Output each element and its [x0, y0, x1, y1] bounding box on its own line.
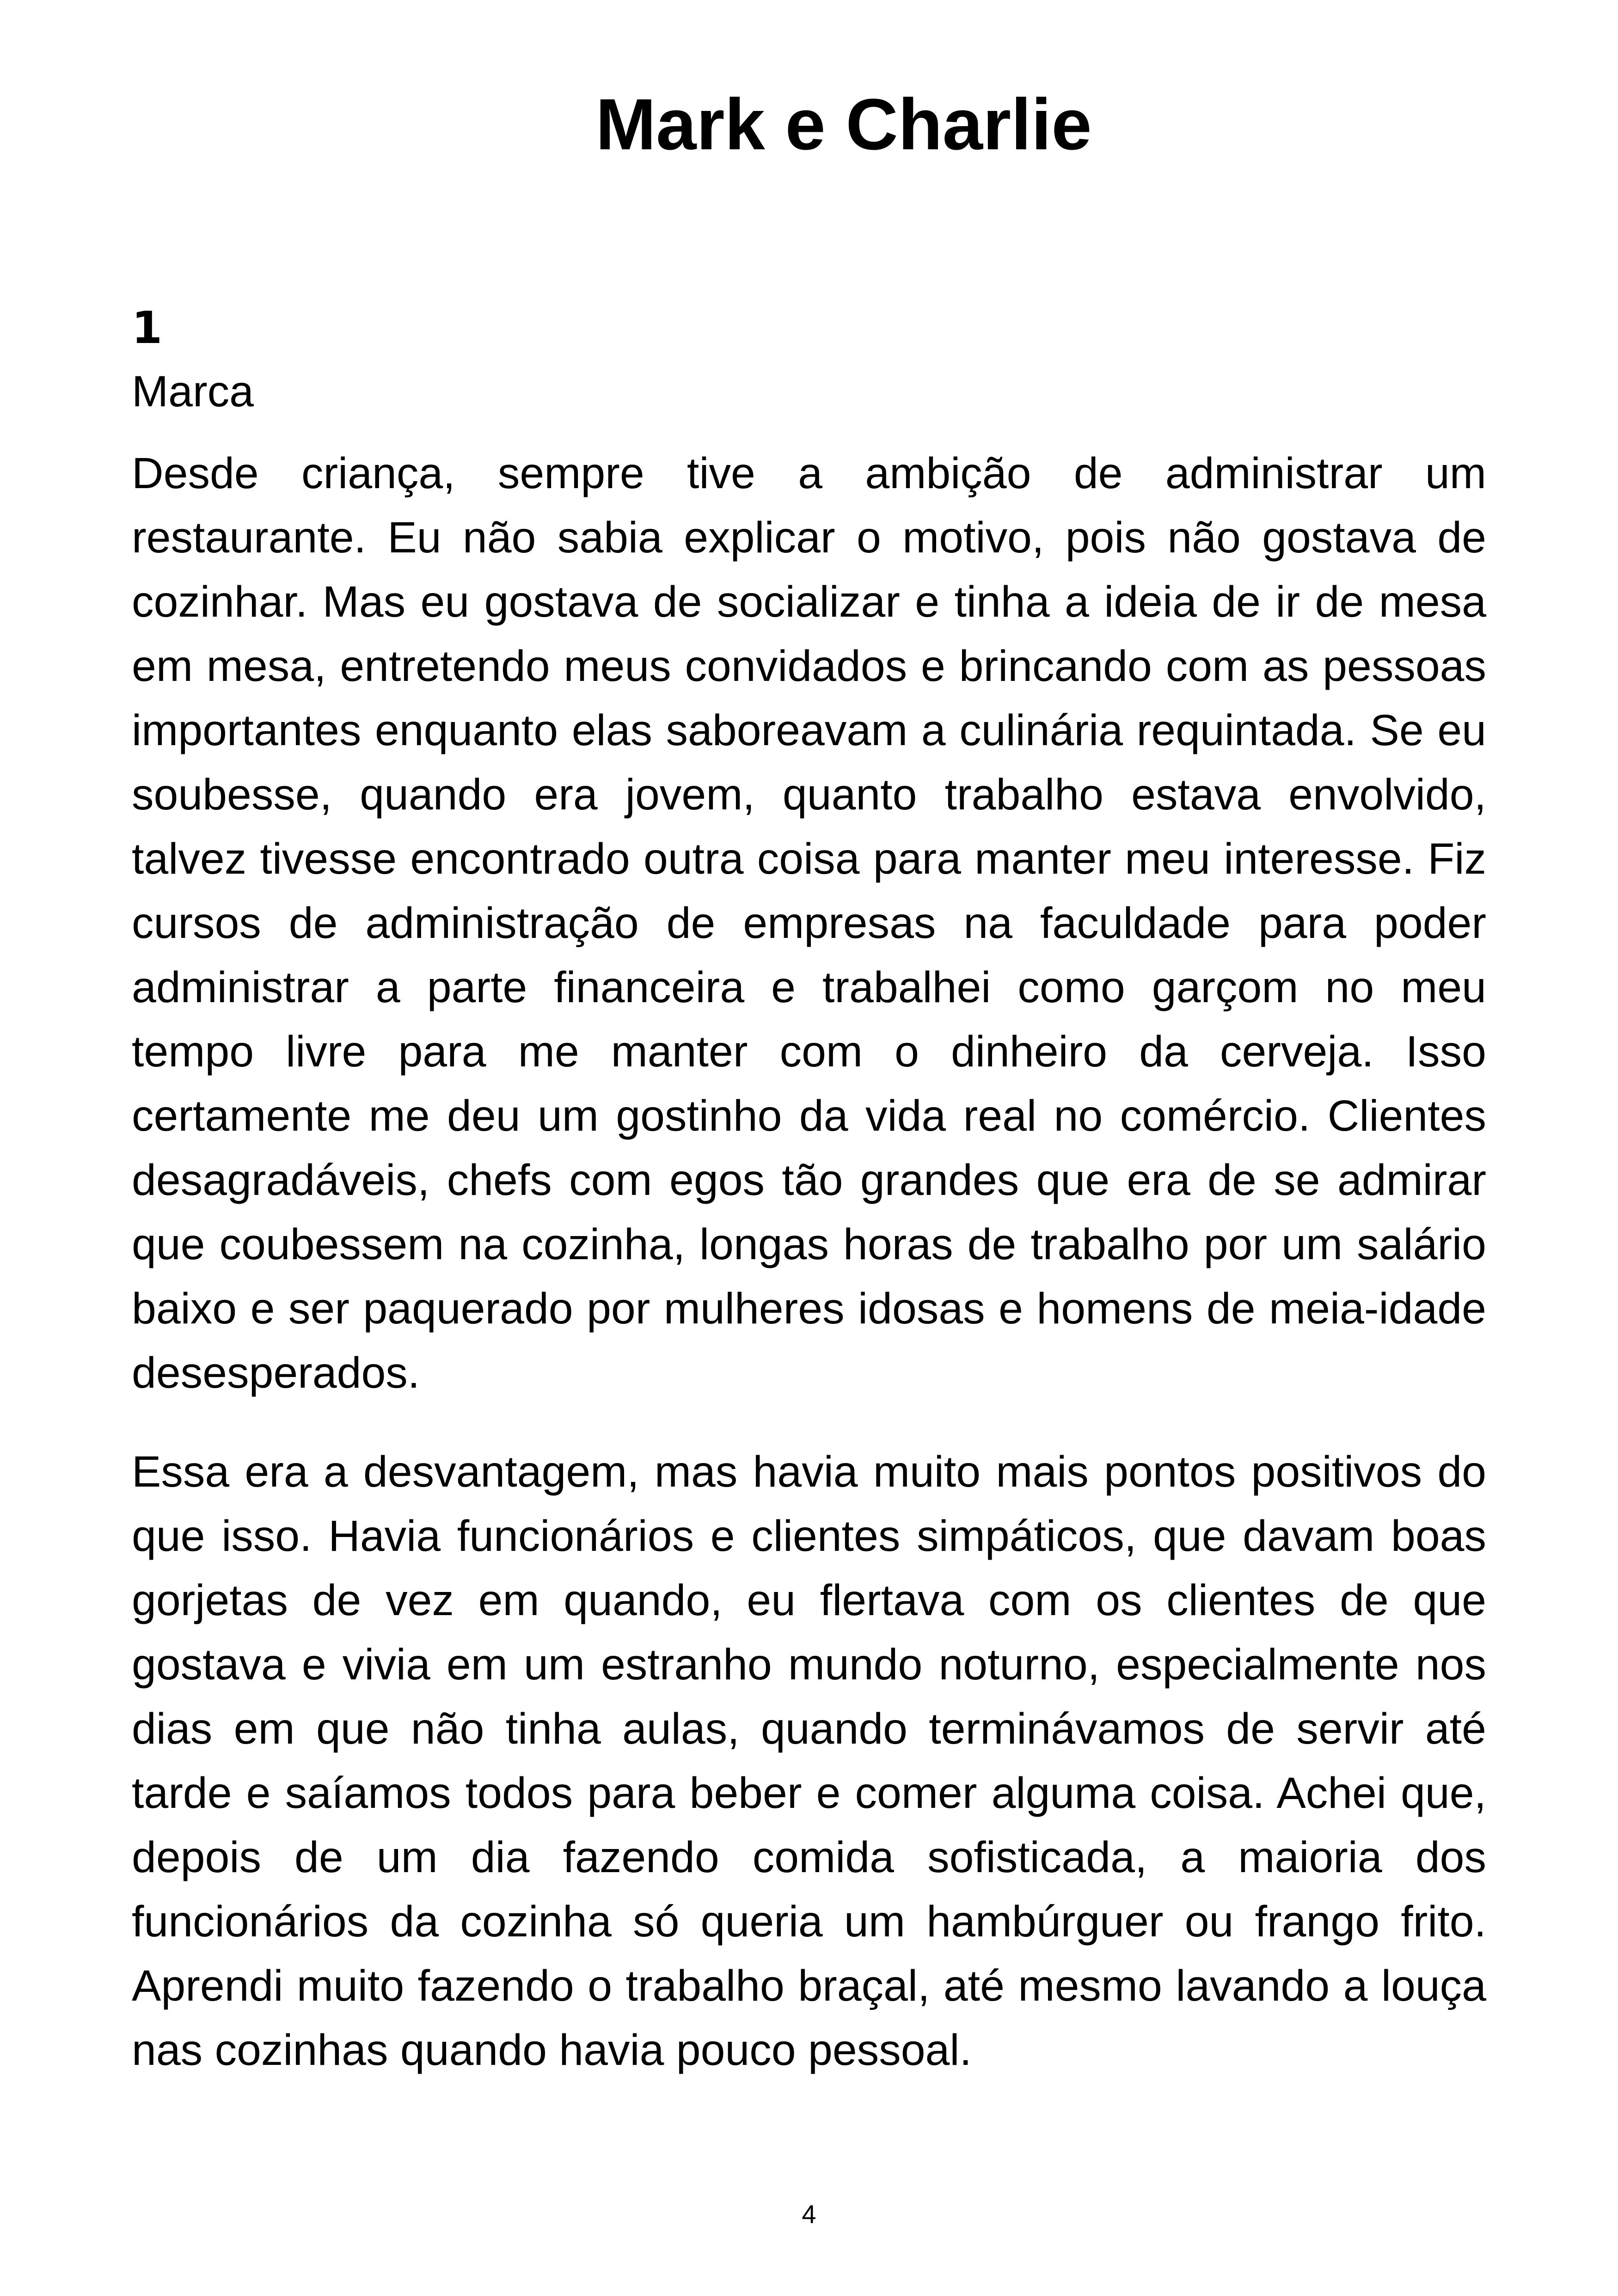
page-number: 4	[802, 2199, 816, 2229]
chapter-number: 1	[132, 303, 163, 354]
chapter-subtitle: Marca	[132, 367, 254, 416]
page-title: Mark e Charlie	[595, 84, 1092, 165]
body-paragraph-2: Essa era a desvantagem, mas havia muito mais pontos positivos do que isso. Havia funcionários e clientes simpáticos, que davam boas gorjetas de vez em quando, eu flertava com os clientes de que gostava e vivia em um estranho mundo noturno, especialmente nos dias em que não tinha aulas, quando terminávamos de servir até tarde e saíamos todos para beber e comer alguma coisa. Achei que, depois de um dia fazendo comida sofisticada, a maioria dos funcionários da cozinha só queria um hambúrguer ou frango frito. Aprendi muito fazendo o trabalho braçal, até mesmo lavando a louça nas cozinhas quando havia pouco pessoal.	[132, 1447, 1486, 2075]
chapter-content	[132, 296, 1486, 2117]
body-paragraph-1: Desde criança, sempre tive a ambição de administrar um restaurante. Eu não sabia explicar o motivo, pois não gostava de cozinhar. Mas eu gostava de socializar e tinha a ideia de ir de mesa em mesa, entretendo meus convidados e brincando com as pessoas importantes enquanto elas saboreavam a culinária requintada. Se eu soubesse, quando era jovem, quanto trabalho estava envolvido, talvez tivesse encontrado outra coisa para manter meu interesse. Fiz cursos de administração de empresas na faculdade para poder administrar a parte financeira e trabalhei como garçom no meu tempo livre para me manter com o dinheiro da cerveja. Isso certamente me deu um gostinho da vida real no comércio. Clientes desagradáveis, chefs com egos tão grandes que era de se admirar que coubessem na cozinha, longas horas de trabalho por um salário baixo e ser paquerado por mulheres idosas e homens de meia-idade desesperados.	[132, 449, 1486, 1397]
